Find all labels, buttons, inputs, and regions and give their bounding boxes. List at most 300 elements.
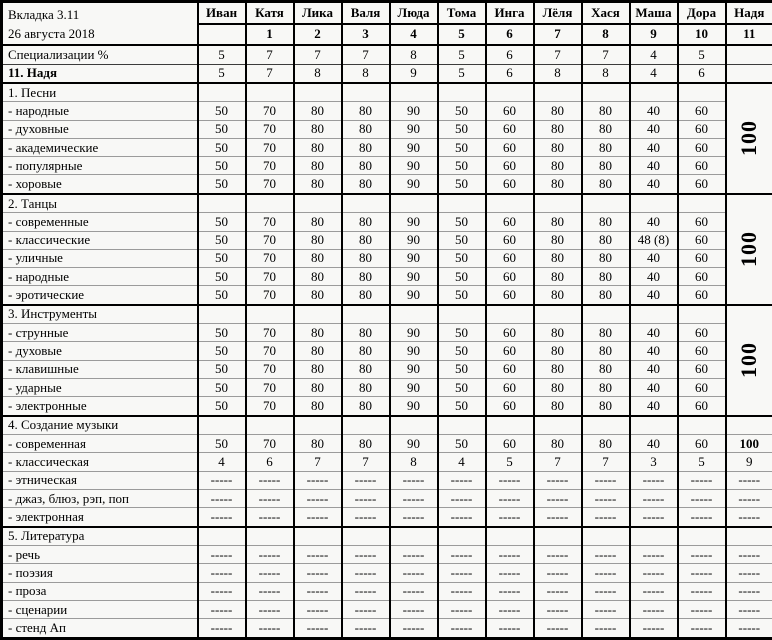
value-cell: -----: [678, 601, 726, 619]
value-cell: -----: [342, 546, 390, 564]
value-cell: -----: [294, 601, 342, 619]
value-cell: 8: [534, 64, 582, 83]
value-cell: -----: [438, 471, 486, 489]
value-cell: [342, 305, 390, 324]
value-cell: [630, 83, 678, 102]
value-cell: -----: [246, 546, 294, 564]
value-cell: 90: [390, 138, 438, 156]
value-cell: -----: [246, 619, 294, 639]
value-cell: 90: [390, 342, 438, 360]
row-label: - духовые: [2, 342, 198, 360]
value-cell: -----: [246, 471, 294, 489]
value-cell: 9: [726, 453, 772, 471]
data-row: [2, 120, 772, 138]
value-cell: -----: [678, 490, 726, 508]
value-cell: -----: [582, 582, 630, 600]
data-row: [2, 324, 772, 342]
value-cell: 70: [246, 138, 294, 156]
value-cell: 50: [438, 231, 486, 249]
value-cell: 60: [678, 342, 726, 360]
value-cell: [342, 416, 390, 435]
section-title: 1. Песни: [2, 83, 198, 102]
value-cell: 60: [486, 379, 534, 397]
value-cell: 80: [294, 360, 342, 378]
value-cell: -----: [630, 564, 678, 582]
value-cell: 60: [486, 268, 534, 286]
value-cell: 90: [390, 213, 438, 231]
value-cell: 80: [342, 175, 390, 194]
value-cell: 80: [534, 120, 582, 138]
data-row: [2, 453, 772, 471]
value-cell: -----: [438, 546, 486, 564]
row-label: - клавишные: [2, 360, 198, 378]
value-cell: -----: [342, 508, 390, 527]
value-cell: 60: [678, 379, 726, 397]
value-cell: [630, 416, 678, 435]
person-number: 6: [486, 24, 534, 46]
value-cell: 60: [678, 231, 726, 249]
person-name-header: Лика: [294, 2, 342, 24]
value-cell: -----: [534, 601, 582, 619]
value-cell: 80: [294, 268, 342, 286]
value-cell: 4: [630, 64, 678, 83]
value-cell: -----: [630, 546, 678, 564]
value-cell: 80: [342, 342, 390, 360]
value-cell: [294, 527, 342, 546]
nadya-merged-100: 100: [736, 342, 762, 379]
value-cell: -----: [726, 508, 772, 527]
value-cell: [198, 416, 246, 435]
value-cell: [390, 527, 438, 546]
value-cell: 80: [294, 138, 342, 156]
table-title-line1: Вкладка 3.11: [8, 6, 80, 22]
value-cell: 80: [534, 397, 582, 416]
value-cell: -----: [246, 490, 294, 508]
value-cell: [438, 194, 486, 213]
value-cell: -----: [198, 508, 246, 527]
data-row: [2, 138, 772, 156]
value-cell: 80: [582, 213, 630, 231]
value-cell: 80: [294, 231, 342, 249]
value-cell: [726, 416, 772, 435]
value-cell: 60: [678, 138, 726, 156]
value-cell: [534, 305, 582, 324]
summary-row: [2, 45, 772, 64]
value-cell: -----: [582, 601, 630, 619]
value-cell: 90: [390, 324, 438, 342]
value-cell: -----: [678, 619, 726, 639]
value-cell: -----: [390, 471, 438, 489]
value-cell: [486, 83, 534, 102]
value-cell: 90: [390, 286, 438, 305]
value-cell: 60: [486, 102, 534, 120]
value-cell: 80: [534, 213, 582, 231]
value-cell: 50: [198, 397, 246, 416]
person-number: 10: [678, 24, 726, 46]
value-cell: [246, 194, 294, 213]
value-cell: 80: [342, 286, 390, 305]
value-cell: -----: [726, 546, 772, 564]
value-cell: 7: [342, 45, 390, 64]
value-cell: [294, 305, 342, 324]
row-label: - речь: [2, 546, 198, 564]
value-cell: 80: [582, 231, 630, 249]
data-row: [2, 546, 772, 564]
data-row: [2, 157, 772, 175]
value-cell: [390, 416, 438, 435]
person-number: 9: [630, 24, 678, 46]
value-cell: 70: [246, 213, 294, 231]
person-name-header: Надя: [726, 2, 772, 24]
value-cell: 4: [198, 453, 246, 471]
value-cell: 80: [582, 397, 630, 416]
value-cell: 60: [678, 286, 726, 305]
value-cell: [582, 83, 630, 102]
value-cell: 60: [486, 138, 534, 156]
value-cell: 50: [438, 397, 486, 416]
value-cell: -----: [294, 508, 342, 527]
value-cell: 50: [438, 342, 486, 360]
value-cell: 70: [246, 175, 294, 194]
value-cell: 40: [630, 379, 678, 397]
value-cell: 80: [534, 175, 582, 194]
value-cell: -----: [486, 546, 534, 564]
value-cell: -----: [390, 490, 438, 508]
value-cell: 50: [198, 286, 246, 305]
value-cell: [534, 527, 582, 546]
data-row: [2, 471, 772, 489]
value-cell: -----: [390, 564, 438, 582]
data-row: [2, 231, 772, 249]
value-cell: [630, 305, 678, 324]
value-cell: -----: [390, 546, 438, 564]
value-cell: 60: [678, 102, 726, 120]
value-cell: 50: [438, 213, 486, 231]
value-cell: 80: [534, 231, 582, 249]
value-cell: -----: [294, 582, 342, 600]
value-cell: 80: [534, 286, 582, 305]
row-label: - народные: [2, 102, 198, 120]
row-label: - классические: [2, 231, 198, 249]
value-cell: 70: [246, 397, 294, 416]
value-cell: -----: [534, 564, 582, 582]
value-cell: -----: [390, 508, 438, 527]
value-cell: 50: [438, 379, 486, 397]
value-cell: 80: [342, 231, 390, 249]
value-cell: [630, 194, 678, 213]
value-cell: 60: [678, 268, 726, 286]
row-label: 11. Надя: [2, 64, 198, 83]
value-cell: [678, 305, 726, 324]
value-cell: 80: [534, 324, 582, 342]
person-name-header: Люда: [390, 2, 438, 24]
value-cell: 90: [390, 268, 438, 286]
nadya-merged-100: 100: [736, 120, 762, 157]
value-cell: -----: [630, 471, 678, 489]
value-cell: 7: [534, 453, 582, 471]
value-cell: 80: [534, 102, 582, 120]
value-cell: 100: [726, 435, 772, 453]
value-cell: 80: [342, 397, 390, 416]
value-cell: 50: [198, 157, 246, 175]
value-cell: [246, 416, 294, 435]
value-cell: 60: [486, 342, 534, 360]
value-cell: 8: [390, 453, 438, 471]
value-cell: -----: [342, 564, 390, 582]
value-cell: -----: [390, 601, 438, 619]
value-cell: [486, 416, 534, 435]
data-row: [2, 619, 772, 639]
person-name-header: Тома: [438, 2, 486, 24]
value-cell: [438, 416, 486, 435]
value-cell: 80: [534, 268, 582, 286]
row-label: - электронная: [2, 508, 198, 527]
value-cell: [582, 194, 630, 213]
value-cell: 50: [198, 435, 246, 453]
value-cell: 7: [294, 453, 342, 471]
value-cell: 80: [582, 157, 630, 175]
value-cell: 40: [630, 157, 678, 175]
value-cell: 80: [294, 213, 342, 231]
value-cell: 5: [438, 45, 486, 64]
value-cell: 40: [630, 268, 678, 286]
value-cell: 60: [678, 397, 726, 416]
value-cell: 80: [582, 175, 630, 194]
value-cell: -----: [534, 546, 582, 564]
value-cell: 3: [630, 453, 678, 471]
value-cell: -----: [486, 471, 534, 489]
value-cell: [726, 64, 772, 83]
value-cell: 60: [678, 360, 726, 378]
nadya-merged-value: [726, 83, 772, 194]
value-cell: 5: [486, 453, 534, 471]
value-cell: 6: [486, 45, 534, 64]
row-label: - современная: [2, 435, 198, 453]
value-cell: -----: [246, 601, 294, 619]
value-cell: 60: [486, 175, 534, 194]
value-cell: 80: [294, 102, 342, 120]
value-cell: -----: [342, 601, 390, 619]
value-cell: 9: [390, 64, 438, 83]
value-cell: [246, 305, 294, 324]
value-cell: [246, 527, 294, 546]
data-row: [2, 175, 772, 194]
person-name-header: Хася: [582, 2, 630, 24]
value-cell: 50: [198, 360, 246, 378]
header-row-names: [2, 2, 772, 24]
value-cell: -----: [582, 546, 630, 564]
data-row: [2, 508, 772, 527]
value-cell: 60: [486, 324, 534, 342]
table-body: [2, 2, 772, 639]
row-label: - современные: [2, 213, 198, 231]
value-cell: -----: [582, 564, 630, 582]
value-cell: 80: [582, 120, 630, 138]
value-cell: -----: [198, 619, 246, 639]
value-cell: -----: [486, 582, 534, 600]
data-row: [2, 564, 772, 582]
value-cell: 80: [534, 379, 582, 397]
value-cell: -----: [534, 619, 582, 639]
value-cell: [438, 305, 486, 324]
section-header-row: [2, 194, 772, 213]
value-cell: [726, 45, 772, 64]
value-cell: 80: [342, 120, 390, 138]
row-label: - поэзия: [2, 564, 198, 582]
value-cell: 50: [438, 175, 486, 194]
value-cell: 7: [246, 45, 294, 64]
value-cell: [246, 83, 294, 102]
value-cell: 7: [534, 45, 582, 64]
data-row: [2, 435, 772, 453]
value-cell: 80: [342, 379, 390, 397]
person-name-header: Дора: [678, 2, 726, 24]
value-cell: 70: [246, 268, 294, 286]
value-cell: -----: [534, 582, 582, 600]
value-cell: -----: [486, 601, 534, 619]
value-cell: 60: [486, 286, 534, 305]
row-label: - ударные: [2, 379, 198, 397]
value-cell: 50: [438, 249, 486, 267]
section-title: 3. Инструменты: [2, 305, 198, 324]
value-cell: -----: [726, 490, 772, 508]
data-row: [2, 490, 772, 508]
value-cell: 80: [342, 157, 390, 175]
value-cell: [726, 527, 772, 546]
row-label: Специализации %: [2, 45, 198, 64]
value-cell: [630, 527, 678, 546]
row-label: - электронные: [2, 397, 198, 416]
value-cell: 90: [390, 249, 438, 267]
value-cell: [198, 305, 246, 324]
data-row: [2, 249, 772, 267]
value-cell: 50: [438, 324, 486, 342]
value-cell: 50: [438, 138, 486, 156]
value-cell: 80: [534, 360, 582, 378]
value-cell: 60: [486, 249, 534, 267]
value-cell: 80: [534, 157, 582, 175]
value-cell: 7: [246, 64, 294, 83]
value-cell: -----: [630, 490, 678, 508]
section-title: 4. Создание музыки: [2, 416, 198, 435]
value-cell: -----: [198, 582, 246, 600]
value-cell: -----: [294, 490, 342, 508]
value-cell: 80: [342, 249, 390, 267]
value-cell: 4: [630, 45, 678, 64]
value-cell: -----: [486, 564, 534, 582]
data-row: [2, 601, 772, 619]
value-cell: 60: [486, 213, 534, 231]
value-cell: 50: [198, 324, 246, 342]
person-number: 2: [294, 24, 342, 46]
value-cell: -----: [678, 546, 726, 564]
person-name-header: Катя: [246, 2, 294, 24]
value-cell: 90: [390, 435, 438, 453]
value-cell: -----: [342, 471, 390, 489]
value-cell: 50: [198, 138, 246, 156]
section-header-row: [2, 305, 772, 324]
value-cell: [678, 194, 726, 213]
table-title: [2, 2, 198, 46]
value-cell: 7: [342, 453, 390, 471]
value-cell: 80: [294, 120, 342, 138]
value-cell: [486, 527, 534, 546]
value-cell: 50: [438, 286, 486, 305]
value-cell: 70: [246, 324, 294, 342]
value-cell: -----: [438, 564, 486, 582]
value-cell: -----: [678, 564, 726, 582]
value-cell: 70: [246, 286, 294, 305]
value-cell: [678, 527, 726, 546]
value-cell: [438, 83, 486, 102]
data-row: [2, 360, 772, 378]
value-cell: 90: [390, 175, 438, 194]
value-cell: 80: [294, 157, 342, 175]
value-cell: 60: [486, 120, 534, 138]
section-header-row: [2, 527, 772, 546]
value-cell: -----: [534, 508, 582, 527]
row-label: - стенд Ап: [2, 619, 198, 639]
value-cell: 80: [294, 175, 342, 194]
value-cell: 80: [582, 249, 630, 267]
value-cell: [678, 83, 726, 102]
value-cell: -----: [678, 582, 726, 600]
row-label: - классическая: [2, 453, 198, 471]
person-name-header: Инга: [486, 2, 534, 24]
value-cell: 40: [630, 435, 678, 453]
person-number: 5: [438, 24, 486, 46]
value-cell: 50: [198, 120, 246, 138]
value-cell: [342, 527, 390, 546]
value-cell: 90: [390, 231, 438, 249]
value-cell: 60: [486, 435, 534, 453]
value-cell: 60: [678, 213, 726, 231]
value-cell: [534, 416, 582, 435]
value-cell: -----: [294, 546, 342, 564]
value-cell: 7: [294, 45, 342, 64]
value-cell: -----: [726, 601, 772, 619]
data-row: [2, 102, 772, 120]
value-cell: -----: [630, 508, 678, 527]
value-cell: 50: [198, 231, 246, 249]
value-cell: [198, 527, 246, 546]
value-cell: 70: [246, 120, 294, 138]
value-cell: 80: [582, 435, 630, 453]
value-cell: [678, 416, 726, 435]
value-cell: 70: [246, 360, 294, 378]
value-cell: 80: [342, 268, 390, 286]
value-cell: 70: [246, 249, 294, 267]
value-cell: -----: [630, 601, 678, 619]
value-cell: -----: [486, 619, 534, 639]
value-cell: [486, 194, 534, 213]
value-cell: [390, 305, 438, 324]
value-cell: [294, 83, 342, 102]
value-cell: 90: [390, 102, 438, 120]
row-label: - академические: [2, 138, 198, 156]
value-cell: -----: [726, 619, 772, 639]
value-cell: 50: [438, 102, 486, 120]
value-cell: 60: [678, 175, 726, 194]
value-cell: 90: [390, 360, 438, 378]
value-cell: 80: [342, 324, 390, 342]
row-label: - эротические: [2, 286, 198, 305]
value-cell: 80: [342, 102, 390, 120]
section-header-row: [2, 416, 772, 435]
value-cell: 8: [582, 64, 630, 83]
value-cell: 60: [678, 120, 726, 138]
value-cell: [582, 416, 630, 435]
